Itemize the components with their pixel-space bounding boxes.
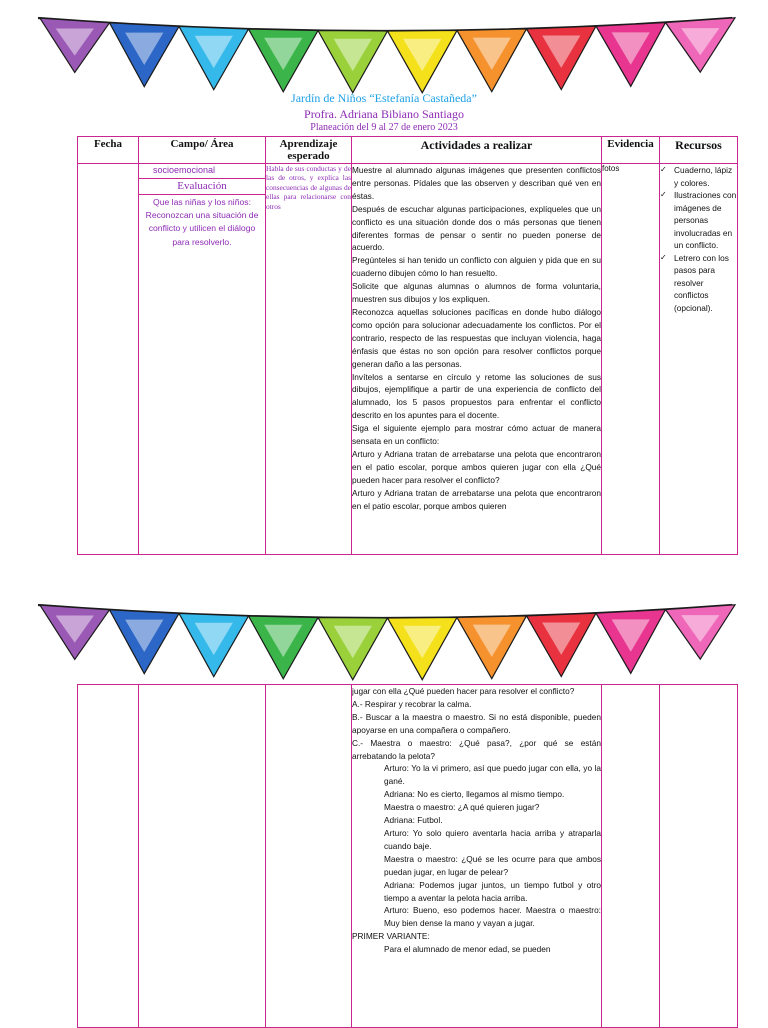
header-actividades: Actividades a realizar xyxy=(352,137,602,164)
activity-paragraph: Para el alumnado de menor edad, se pueden xyxy=(384,944,551,955)
activity-paragraph: Adriana: Podemos jugar juntos, un tiempo futbol y otro tiempo a aventar la pelota hacia arriba. xyxy=(384,879,601,903)
school-name: Jardín de Niños “Estefanía Castañeda” xyxy=(291,91,477,105)
evaluacion-label: Evaluación xyxy=(139,179,265,195)
campo-value: socioemocional xyxy=(139,164,265,179)
recursos-cell xyxy=(660,685,738,1028)
table-row xyxy=(78,685,738,1028)
header-evidencia: Evidencia xyxy=(602,137,660,164)
header-aprendizaje: Aprendizaje esperado xyxy=(266,137,352,164)
activity-paragraph: Invítelos a sentarse en círculo y retome las soluciones de sus dibujos, ejemplifique a partir de una experiencia de conflicto del alumnado, los 5 pasos propuestos para enfrentar el conflicto descrito en los apuntes para el docente. xyxy=(352,371,601,421)
lesson-plan-table-page1 xyxy=(77,136,738,555)
activity-paragraph: PRIMER VARIANTE: xyxy=(352,931,430,942)
header-fecha: Fecha xyxy=(78,137,139,164)
activity-paragraph: C.- Maestra o maestro: ¿Qué pasa?, ¿por qué se están arrebatando la pelota? xyxy=(352,737,601,761)
checkmark-icon: ✓ xyxy=(660,190,667,199)
fecha-cell xyxy=(78,164,139,555)
lesson-plan-table-page2 xyxy=(77,684,738,1028)
checkmark-icon: ✓ xyxy=(660,252,667,262)
table-row xyxy=(78,164,738,555)
activity-paragraph: jugar con ella ¿Qué pueden hacer para resolver el conflicto? xyxy=(352,686,575,696)
activity-paragraph: Después de escuchar algunas participaciones, explíqueles que un conflicto es una situación donde dos o más personas que tienen diferentes formas de pensar o sentir no pueden ponerse de acuerdo. xyxy=(352,203,601,253)
checkmark-icon: ✓ xyxy=(660,165,667,174)
activity-paragraph: Maestra o maestro: ¿Qué se les ocurre para que ambos puedan jugar, en lugar de pelear? xyxy=(384,853,601,877)
actividades-cell xyxy=(352,685,602,1028)
planning-period: Planeación del 9 al 27 de enero 2023 xyxy=(310,122,458,133)
activity-paragraph: Arturo: Yo la vi primero, así que puedo jugar con ella, yo la gané. xyxy=(384,763,601,787)
activity-paragraph: Arturo y Adriana tratan de arrebatarse una pelota que encontraron en el patio escolar, porque ambos quieren jugar con ella ¿Qué pueden hacer para resolver el conflicto? xyxy=(352,448,601,485)
header-campo: Campo/ Área xyxy=(139,137,266,164)
aprendizaje-cell xyxy=(266,685,352,1028)
activity-paragraph: Reconozca aquellas soluciones pacíficas en donde hubo diálogo como opción para solucionar adecuadamente los conflictos. Por el contrario, respecto de las respuestas que incluyan violencia, haga énfasis que éstas no son opción para resolver conflictos porque generan daño a las personas. xyxy=(352,306,601,369)
activity-paragraph: Arturo: Bueno, eso podemos hacer. Maestra o maestro: Muy bien dense la mano y vayan a jugar. xyxy=(384,905,601,929)
actividades-text-page2 xyxy=(352,685,601,956)
activity-paragraph: Siga el siguiente ejemplo para mostrar cómo actuar de manera sensata en un conflicto: xyxy=(352,423,601,447)
activity-paragraph: Adriana: Futbol. xyxy=(384,815,443,826)
activity-paragraph: Arturo y Adriana tratan de arrebatarse una pelota que encontraron en el patio escolar, porque ambos quieren xyxy=(352,487,601,511)
actividades-text-page1 xyxy=(352,164,601,512)
evaluacion-text: Que las niñas y los niños: Reconozcan una situación de conflicto y utilicen el diálogo para resolverlo. xyxy=(145,197,259,247)
activity-paragraph: Maestra o maestro: ¿A qué quieren jugar? xyxy=(384,802,540,813)
activity-paragraph: A.- Respirar y recobrar la calma. xyxy=(352,698,472,709)
recurso-text: Ilustraciones con imágenes de personas involucradas en un conflicto. xyxy=(674,190,737,250)
evidencia-cell xyxy=(602,685,660,1028)
recursos-cell xyxy=(660,164,738,555)
recurso-item xyxy=(660,252,737,315)
activity-paragraph: Arturo: Yo solo quiero aventarla hacia arriba y atraparla cuando baje. xyxy=(384,827,601,851)
table-header-row xyxy=(78,137,738,164)
recurso-text: Cuaderno, lápiz y colores. xyxy=(674,165,733,188)
bunting-banner-bottom xyxy=(0,597,768,692)
activity-paragraph: Muestre al alumnado algunas imágenes que presenten conflictos entre personas. Pídales que las observen y describan qué ven en éstas. xyxy=(352,165,601,201)
bunting-svg-bottom xyxy=(0,597,768,692)
fecha-cell xyxy=(78,685,139,1028)
recursos-list xyxy=(660,164,737,314)
recurso-item xyxy=(660,189,737,252)
campo-cell xyxy=(139,685,266,1028)
recurso-text: Letrero con los pasos para resolver conflictos (opcional). xyxy=(674,252,729,313)
activity-paragraph: Pregúnteles si han tenido un conflicto con alguien y pida que en su cuaderno dibujen cómo lo han resuelto. xyxy=(352,255,601,279)
recurso-item xyxy=(660,164,737,189)
campo-cell xyxy=(139,164,266,555)
aprendizaje-cell: Habla de sus conductas y de las de otros, y explica las consecuencias de algunas de ellas para relacionarse con otros xyxy=(266,164,352,555)
activity-paragraph: Adriana: No es cierto, llegamos al mismo tiempo. xyxy=(384,789,565,800)
evidencia-cell: fotos xyxy=(602,164,660,555)
teacher-name: Profra. Adriana Bibiano Santiago xyxy=(304,107,464,121)
header-recursos: Recursos xyxy=(660,137,738,164)
activity-paragraph: Solicite que algunas alumnas o alumnos de forma voluntaria, muestren sus dibujos y los expliquen. xyxy=(352,281,601,305)
activity-paragraph: B.- Buscar a la maestra o maestro. Si no está disponible, pueden apoyarse en una compañera o compañero. xyxy=(352,711,601,735)
actividades-cell xyxy=(352,164,602,555)
